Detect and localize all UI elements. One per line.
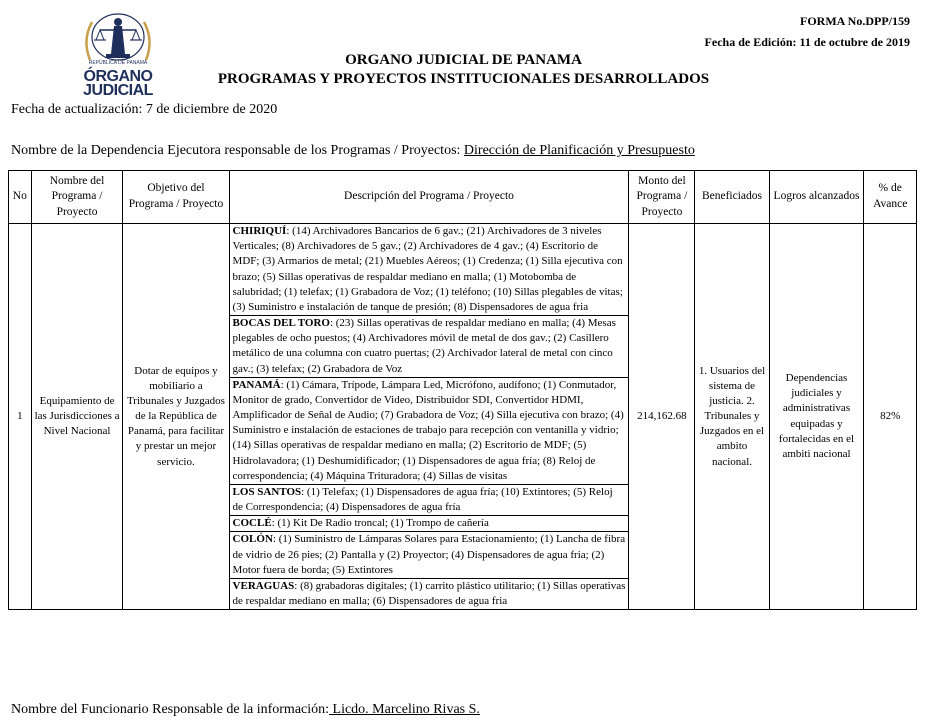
region-name: VERAGUAS [232,579,295,592]
region-items: : (23) Sillas operativas de respaldar mediano en malla; (4) Mesas plegables de ocho puestos; (4) Archivadores móvil de metal de dos gav.; (2) Casillero metálico de una columna con cuatro puertas; (2) Archivador lateral de metal con cinco gav.; (3) telefax; (2) Grabadora de Voz [232,317,616,375]
region-items: : (14) Archivadores Bancarios de 6 gav.; (21) Archivadores de 3 niveles Verticales; (8) Archivadores de 5 gav.; (2) Archivadores de 4 gav.; (4) Escritorio de MDF; (3) Armarios de metal; (21) Muebles Aéreos; (1) Credenza; (1) Silla ejecutiva con brazo; (5) Sillas operativas de respaldar mediano en malla; (1) Motobomba de salubridad; (1) telefax; (1) Grabadora de Voz; (1) teléfono; (10) Sillas plegables de vitas; (3) Suministro e instalación de tanque de presión; (8) Dispensadores de agua fria [232,225,623,313]
region-section-chiriqui [230,224,629,316]
header-beneficiaries: Beneficiados [695,171,769,224]
row-beneficiaries: 1. Usuarios del sistema de justicia. 2. Tribunales y Juzgados en el ambito nacional. [695,224,769,610]
region-name: PANAMÁ [232,378,281,391]
row-name: Equipamiento de las Jurisdicciones a Nivel Nacional [31,224,123,610]
responsible-official-line [11,702,480,718]
edition-date: Fecha de Edición: 11 de octubre de 2019 [704,35,910,49]
footer-value: Licdo. Marcelino Rivas S. [329,702,480,717]
dependency-value: Dirección de Planificación y Presupuesto [463,143,695,158]
region-name: COLÓN [232,533,273,546]
region-name: LOS SANTOS [232,485,302,498]
logo-republic-text: REPÚBLICA DE PANAMÁ [88,60,148,66]
document-subtitle: PROGRAMAS Y PROYECTOS INSTITUCIONALES DESARROLLADOS [217,71,710,87]
region-items: : (1) Suministro de Lámparas Solares para Estacionamiento; (1) Lancha de fibra de vidrio de 26 pies; (2) Pantalla y (2) Proyector; (4) Dispensadores de agua fria; (2) Motor fuera de borda; (5) Extintores [232,533,626,576]
header-name: Nombre del Programa / Proyecto [31,171,123,224]
document-title: ORGANO JUDICIAL DE PANAMA [345,52,582,68]
region-items: : (1) Kit De Radio troncal; (1) Trompo de cañería [271,517,489,530]
form-code: FORMA No.DPP/159 [800,14,910,28]
footer-label: Nombre del Funcionario Responsable de la información: [11,702,330,717]
dependency-label: Nombre de la Dependencia Ejecutora responsable de los Programas / Proyectos: [11,143,464,158]
header-description: Descripción del Programa / Proyecto [229,171,629,224]
region-name: BOCAS DEL TORO [232,317,330,330]
region-name: CHIRIQUÍ [232,225,287,237]
header-amount: Monto del Programa / Proyecto [629,171,695,224]
logo-name-line2: JUDICIAL [83,82,153,99]
table-row [9,224,917,610]
table-header-row [9,171,917,224]
dependency-line [11,143,695,159]
row-no: 1 [9,224,32,610]
row-objective: Dotar de equipos y mobiliario a Tribunales y Juzgados de la República de Panamá, para facilitar y prestar un mejor servicio. [123,224,229,610]
region-items: : (8) grabadoras digitales; (1) carrito plástico utilitario; (1) Sillas operativas de respaldar mediano en malla; (6) Dispensadores de agua fria [232,579,626,608]
region-section-los-santos [230,485,629,516]
region-section-colon [230,532,629,579]
region-section-panama [230,378,629,485]
programs-table [8,170,917,610]
region-name: COCLÉ [232,517,272,530]
header-no: No [9,171,32,224]
region-section-veraguas [230,579,629,609]
region-section-cocle [230,516,629,532]
update-date: Fecha de actualización: 7 de diciembre de 2020 [11,102,278,117]
row-progress: 82% [864,224,917,610]
header-progress: % de Avance [864,171,917,224]
header-achievements: Logros alcanzados [769,171,864,224]
row-amount: 214,162.68 [629,224,695,610]
region-section-bocas-del-toro [230,316,629,378]
row-description [229,224,629,610]
region-items: : (1) Cámara, Trípode, Lámpara Led, Micrófono, audífono; (1) Conmutador, Monitor de grado, Convertidor de Video, Distribuidor SDI, Convertidor HDMI, Amplificador de Señal de Audio; (7) Grabadora de Voz; (4) Silla ejecutiva con brazo; (4) Suministro e instalación de estaciones de trabajo para recepción con ventanilla y vidrio; (14) Sillas operativas de respaldar mediano en malla; (2) Escritorio de MDF; (5) Hidrolavadora; (1) Deshumidificador; (1) Dispensadores de agua fría; (8) Reloj de correspondencia; (4) Máquina Trituradora; (4) Sillas de visitas [232,378,624,482]
header-objective: Objetivo del Programa / Proyecto [123,171,229,224]
region-items: : (1) Telefax; (1) Dispensadores de agua fría; (10) Extintores; (5) Reloj de Correspondencia; (4) Dispensadores de agua fría [232,485,613,514]
logo-name-line1: ÓRGANO [83,68,153,85]
row-achievements: Dependencias judiciales y administrativas equipadas y fortalecidas en el ambiti nacional [769,224,864,610]
